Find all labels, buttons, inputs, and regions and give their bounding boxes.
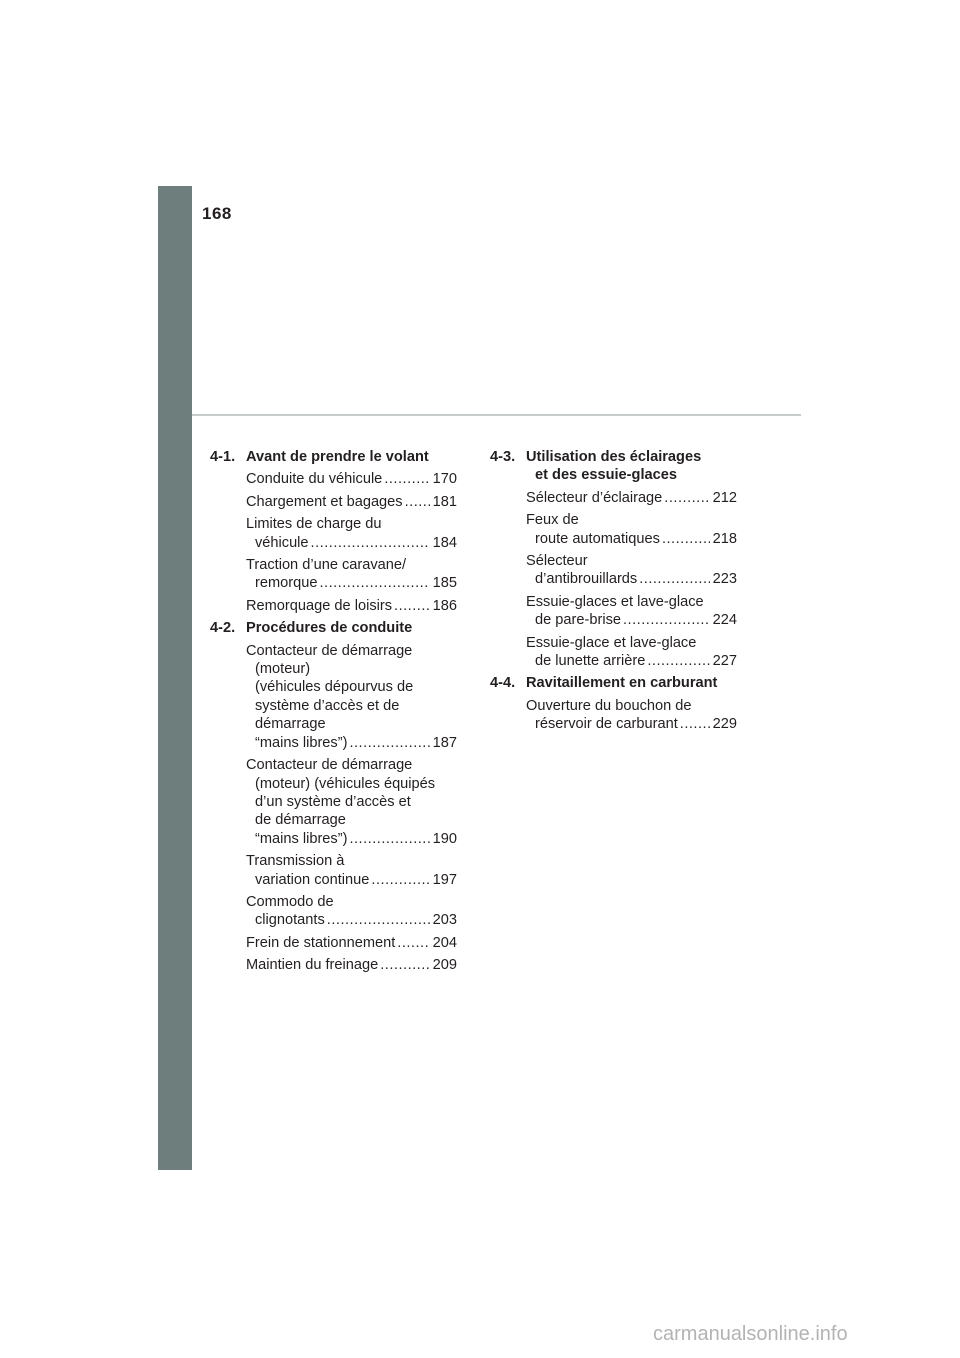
toc-entry[interactable]	[246, 556, 457, 593]
dot-leader	[662, 530, 710, 548]
entry-page-number: 224	[712, 612, 737, 629]
entry-text: de lunette arrière	[535, 653, 646, 670]
toc-entry[interactable]	[526, 552, 737, 589]
entry-page-number: 184	[432, 534, 457, 551]
divider-rule	[192, 414, 801, 416]
entry-text: démarrage	[255, 716, 326, 733]
entry-page-number: 181	[432, 493, 457, 510]
entry-text: Sélecteur d’éclairage	[526, 489, 663, 506]
entry-text: d’un système d’accès et	[255, 793, 411, 810]
toc-column-left	[210, 448, 470, 979]
toc-entry[interactable]	[246, 515, 457, 552]
chapter-side-band	[158, 186, 192, 1170]
dot-leader	[623, 611, 710, 629]
entry-page-number: 187	[432, 734, 457, 751]
dot-leader	[327, 911, 430, 929]
dot-leader	[639, 570, 709, 588]
toc-entry[interactable]	[246, 470, 457, 488]
section-heading[interactable]	[210, 448, 470, 466]
section-title: Ravitaillement en carburant	[526, 675, 718, 692]
entry-page-number: 204	[432, 934, 457, 951]
toc-section	[210, 448, 470, 615]
dot-leader	[371, 871, 429, 889]
entry-text: système d’accès et de	[255, 697, 400, 714]
toc-entry[interactable]	[246, 852, 457, 889]
watermark: carmanualsonline.info	[653, 1323, 848, 1345]
entry-text: (moteur)	[255, 661, 311, 678]
entry-page-number: 197	[432, 871, 457, 888]
toc-entry[interactable]	[526, 634, 737, 671]
section-title: Utilisation des éclairages et des essuie-glaces	[526, 449, 702, 484]
dot-leader	[680, 715, 710, 733]
toc-entry[interactable]	[526, 697, 737, 734]
entry-page-number: 170	[432, 471, 457, 488]
entry-text: Commodo de	[246, 893, 334, 910]
entry-text: route automatiques	[535, 530, 660, 547]
entry-text: Contacteur de démarrage	[246, 757, 413, 774]
section-title: Avant de prendre le volant	[246, 449, 429, 465]
page-number: 168	[202, 204, 232, 223]
toc-section	[490, 448, 750, 670]
entry-text: Feux de	[526, 512, 579, 529]
entry-page-number: 185	[432, 575, 457, 592]
entry-text: Sélecteur	[526, 553, 588, 570]
dot-leader	[394, 597, 430, 615]
entry-page-number: 229	[712, 716, 737, 733]
section-title: Procédures de conduite	[246, 620, 413, 637]
dot-leader	[380, 956, 429, 974]
entry-text: Chargement et bagages	[246, 493, 403, 510]
entry-page-number: 212	[712, 489, 737, 506]
section-number: 4-1.	[210, 449, 236, 465]
dot-leader	[349, 734, 429, 752]
entry-text: (moteur) (véhicules équipés	[255, 775, 436, 792]
toc-entry[interactable]	[246, 597, 457, 615]
toc-column-right	[490, 448, 750, 738]
entry-text: Frein de stationnement	[246, 934, 396, 951]
toc-entry[interactable]	[246, 893, 457, 930]
entry-page-number: 218	[712, 530, 737, 547]
section-heading[interactable]	[210, 619, 470, 637]
entry-text: Conduite du véhicule	[246, 471, 383, 488]
entry-text: Contacteur de démarrage	[246, 642, 413, 659]
toc-entry[interactable]	[246, 756, 457, 848]
entry-text: “mains libres”)	[255, 734, 348, 751]
toc-entry[interactable]	[526, 489, 737, 507]
entry-text: Traction d’une caravane/	[246, 557, 407, 574]
entry-text: de démarrage	[255, 812, 346, 829]
entry-page-number: 223	[712, 571, 737, 588]
entry-text: remorque	[255, 575, 318, 592]
section-number: 4-2.	[210, 620, 236, 637]
section-number: 4-3.	[490, 449, 516, 465]
section-number: 4-4.	[490, 675, 516, 692]
toc-entry[interactable]	[526, 593, 737, 630]
entry-text: Essuie-glaces et lave-glace	[526, 593, 704, 610]
entry-text: d’antibrouillards	[535, 571, 638, 588]
entry-page-number: 203	[432, 912, 457, 929]
entry-text: (véhicules dépourvus de	[255, 679, 414, 696]
entry-text: Remorquage de loisirs	[246, 597, 393, 614]
dot-leader	[647, 652, 709, 670]
dot-leader	[405, 493, 430, 511]
toc-entry[interactable]	[246, 642, 457, 752]
entry-page-number: 186	[432, 597, 457, 614]
entry-text: Transmission à	[246, 853, 345, 870]
section-heading[interactable]	[490, 448, 750, 485]
dot-leader	[397, 934, 429, 952]
entry-text: de pare-brise	[535, 612, 621, 629]
entry-text: Limites de charge du	[246, 516, 382, 533]
toc-entry[interactable]	[246, 956, 457, 974]
entry-page-number: 190	[432, 830, 457, 847]
toc-entry[interactable]	[246, 934, 457, 952]
dot-leader	[349, 830, 429, 848]
entry-text: Essuie-glace et lave-glace	[526, 634, 697, 651]
toc-section	[210, 619, 470, 974]
entry-text: Ouverture du bouchon de	[526, 697, 692, 714]
entry-page-number: 209	[432, 957, 457, 974]
entry-text: réservoir de carburant	[535, 716, 678, 733]
entry-text: véhicule	[255, 534, 309, 551]
entry-text: variation continue	[255, 871, 370, 888]
dot-leader	[319, 574, 429, 592]
toc-section	[490, 674, 750, 733]
section-heading[interactable]	[490, 674, 750, 692]
entry-text: Maintien du freinage	[246, 957, 379, 974]
dot-leader	[311, 534, 430, 552]
entry-text: “mains libres”)	[255, 830, 348, 847]
toc-entry[interactable]	[246, 493, 457, 511]
entry-page-number: 227	[712, 653, 737, 670]
dot-leader	[384, 470, 429, 488]
entry-text: clignotants	[255, 912, 325, 929]
toc-entry[interactable]	[526, 511, 737, 548]
dot-leader	[664, 489, 709, 507]
